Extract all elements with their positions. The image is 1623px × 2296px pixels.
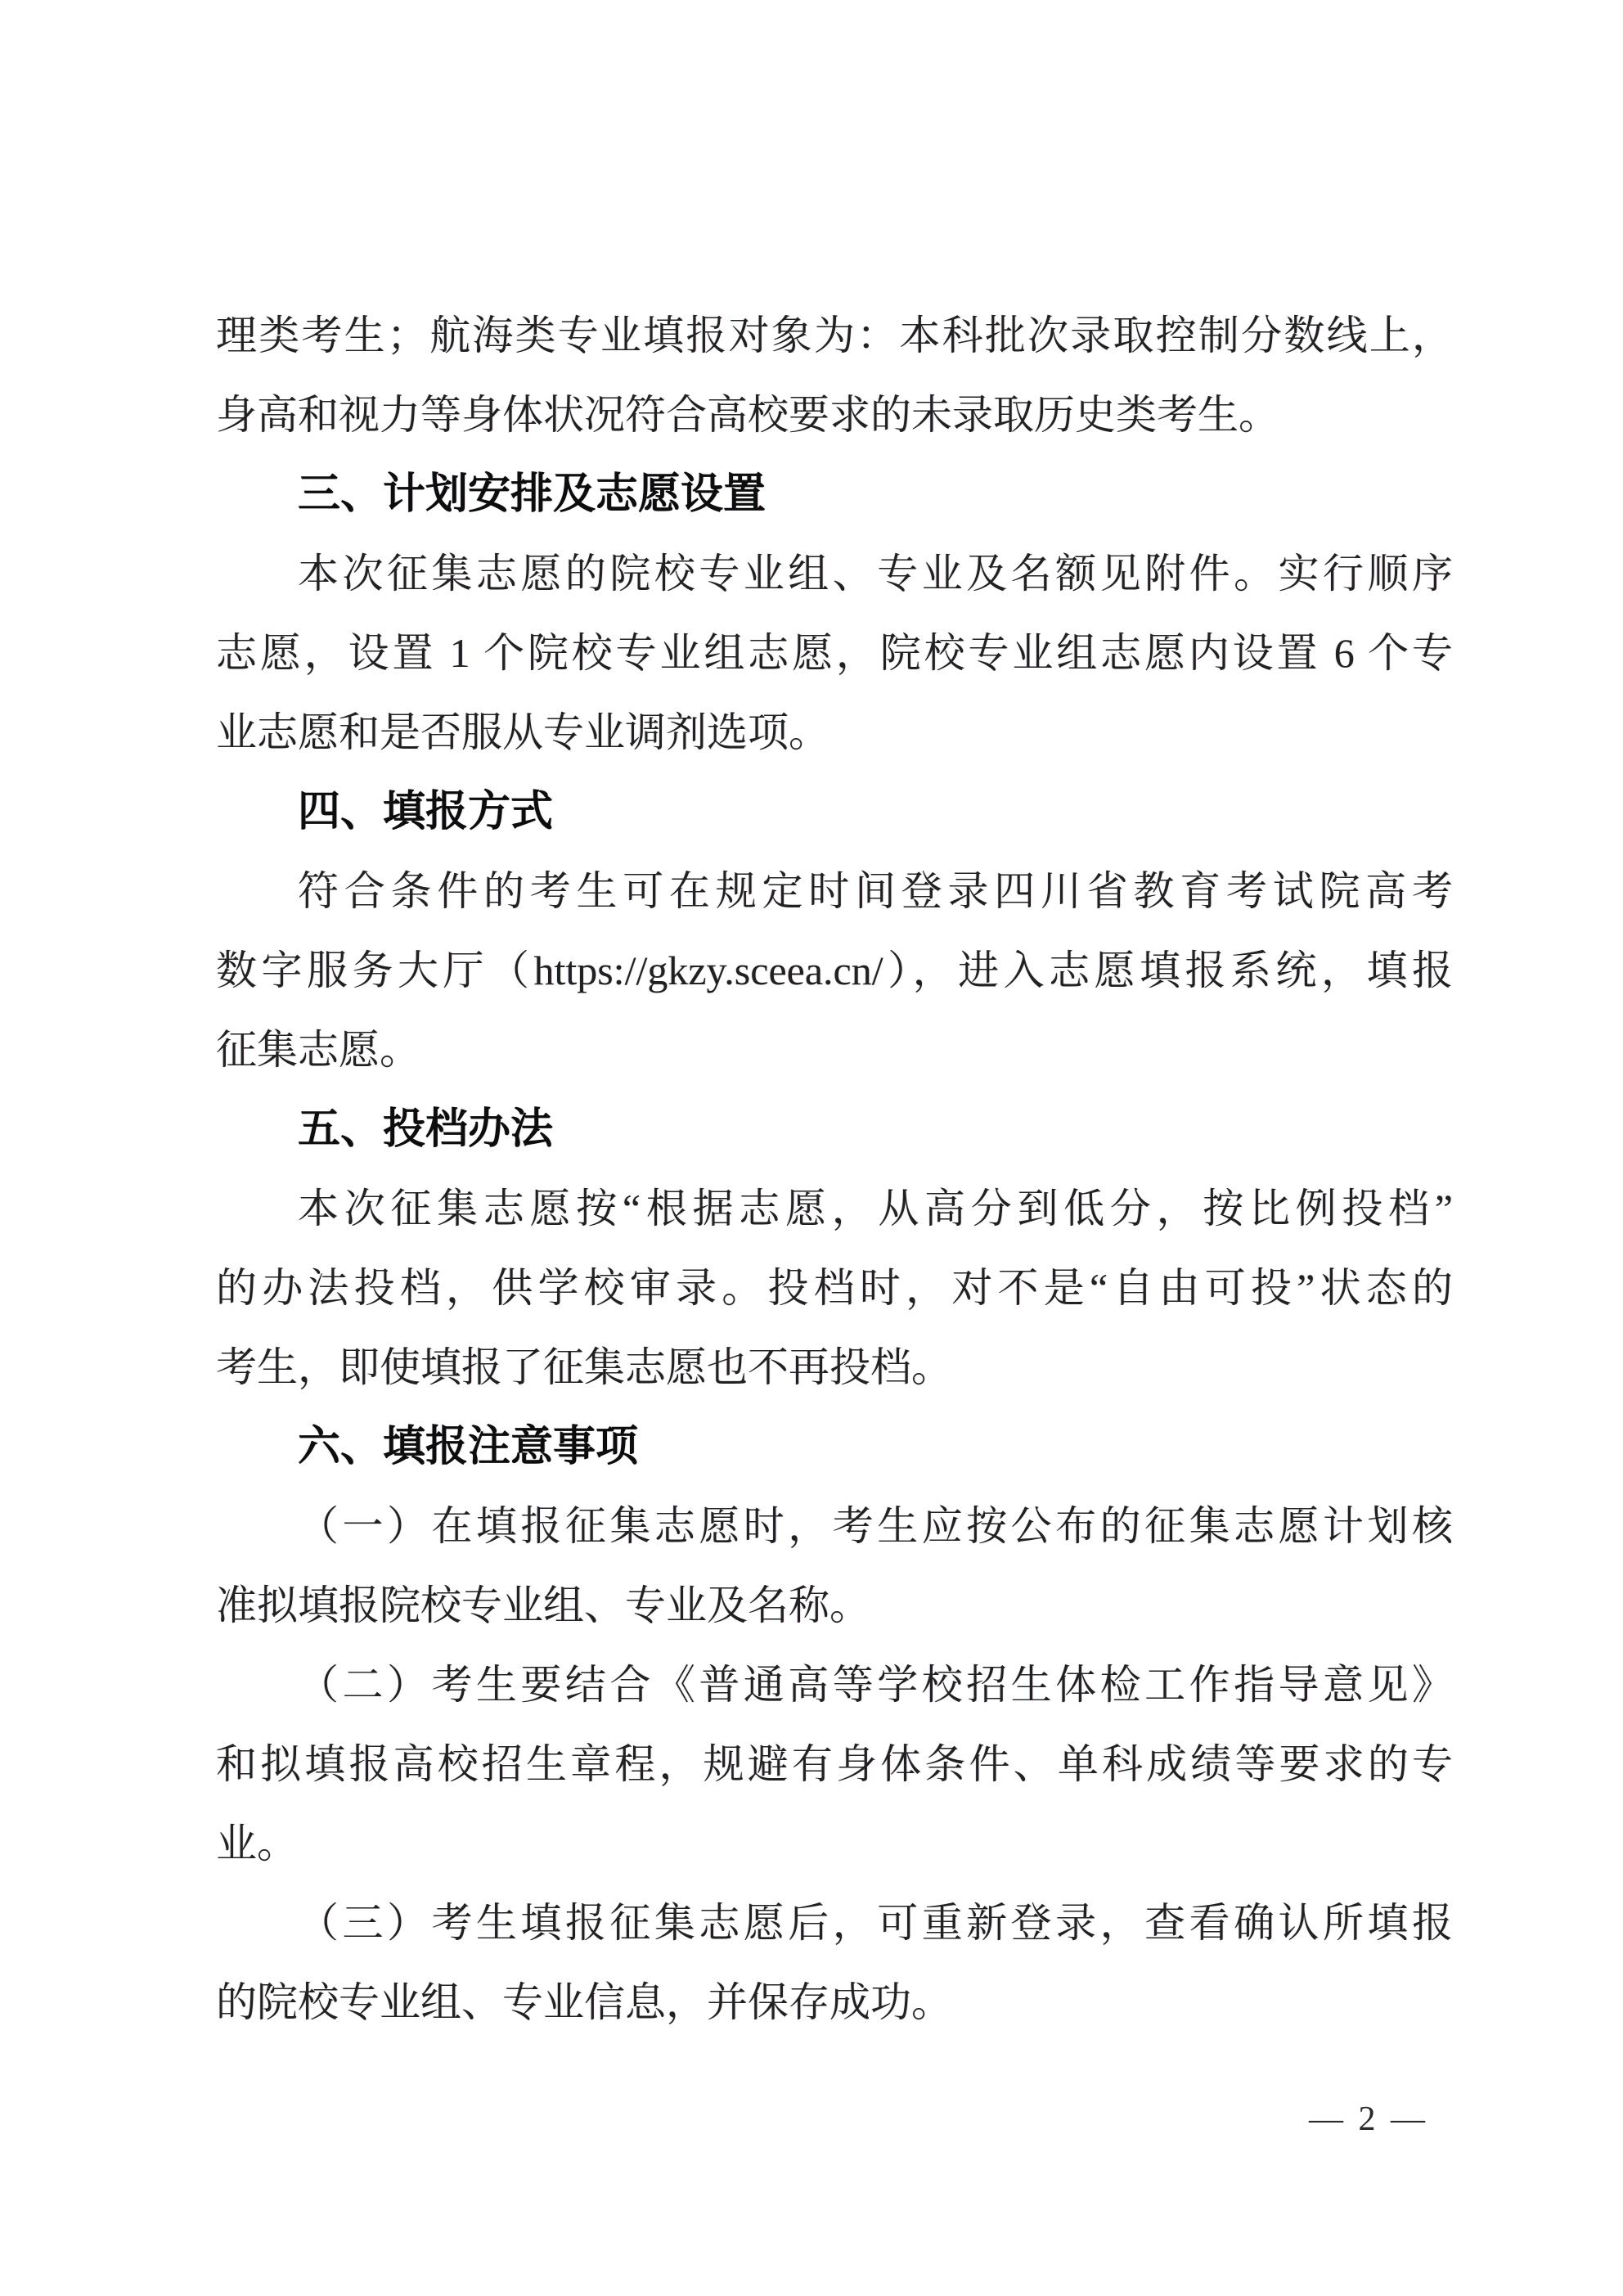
- text-line: 本次征集志愿按“根据志愿，从高分到低分，按比例投档”: [298, 1186, 1453, 1231]
- text-line: 的院校专业组、专业信息，并保存成功。: [216, 1979, 952, 2025]
- text-line: （一）在填报征集志愿时，考生应按公布的征集志愿计划核: [298, 1503, 1453, 1549]
- text-line: （三）考生填报征集志愿后，可重新登录，查看确认所填报: [298, 1900, 1453, 1946]
- page-number: — 2 —: [1309, 2100, 1428, 2138]
- text-line: 和拟填报高校招生章程，规避有身体条件、单科成绩等要求的专: [216, 1741, 1453, 1787]
- text-line: 准拟填报院校专业组、专业及名称。: [216, 1582, 870, 1628]
- section-heading: 四、填报方式: [298, 788, 554, 835]
- text-line: 身高和视力等身体状况符合高校要求的未录取历史类考生。: [216, 392, 1279, 438]
- text-line: 业。: [216, 1821, 298, 1866]
- section-heading: 三、计划安排及志愿设置: [298, 470, 767, 518]
- text-line: （二）考生要结合《普通高等学校招生体检工作指导意见》: [298, 1662, 1453, 1708]
- text-line: 的办法投档，供学校审录。投档时，对不是“自由可投”状态的: [216, 1265, 1453, 1311]
- text-line: 数字服务大厅（https://gkzy.sceea.cn/），进入志愿填报系统，填报: [216, 948, 1453, 993]
- section-heading: 六、填报注意事项: [298, 1423, 639, 1470]
- text-line: 考生，即使填报了征集志愿也不再投档。: [216, 1344, 952, 1390]
- text-line: 理类考生；航海类专业填报对象为：本科批次录取控制分数线上，: [216, 313, 1453, 358]
- text-line: 符合条件的考生可在规定时间登录四川省教育考试院高考: [298, 868, 1453, 914]
- text-line: 征集志愿。: [216, 1027, 420, 1073]
- document-text-block: [216, 296, 1453, 2042]
- text-line: 本次征集志愿的院校专业组、专业及名额见附件。实行顺序: [298, 551, 1453, 597]
- text-line: 业志愿和是否服从专业调剂选项。: [216, 709, 829, 755]
- section-heading: 五、投档办法: [298, 1105, 554, 1153]
- text-line: 志愿，设置 1 个院校专业组志愿，院校专业组志愿内设置 6 个专: [216, 630, 1453, 676]
